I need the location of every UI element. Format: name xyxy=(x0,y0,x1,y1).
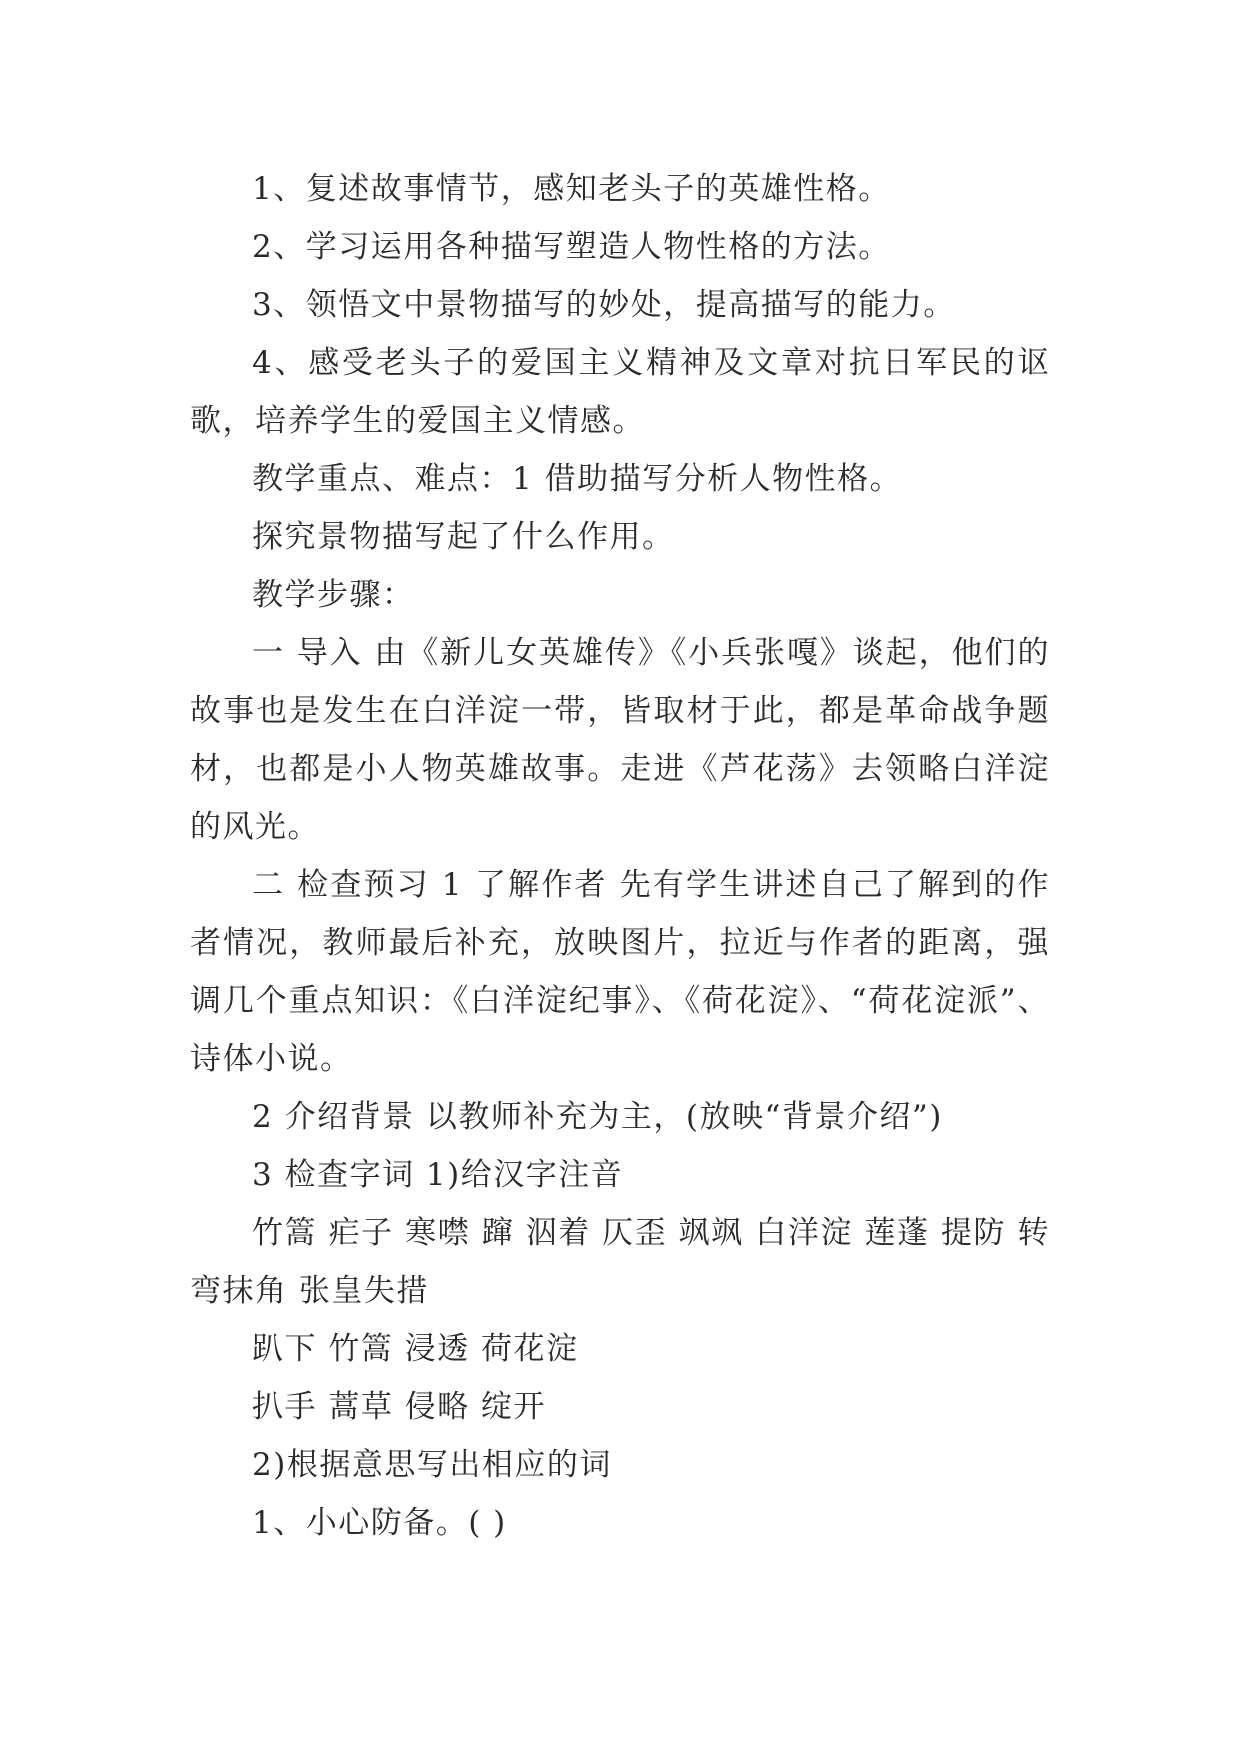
step-2-background: 2 介绍背景 以教师补充为主，(放映“背景介绍”) xyxy=(252,1099,943,1135)
key-points: 教学重点、难点：1 借助描写分析人物性格。 xyxy=(252,461,903,497)
vocabulary-list-1: 竹篙 疟子 寒噤 蹿 泅着 仄歪 飒飒 白洋淀 莲蓬 提防 转弯抹角 张皇失措 xyxy=(190,1215,1050,1309)
vocabulary-list-3: 扒手 蒿草 侵略 绽开 xyxy=(252,1389,547,1425)
step-2-vocabulary: 3 检查字词 1)给汉字注音 xyxy=(252,1157,624,1193)
teaching-steps-heading: 教学步骤： xyxy=(252,577,415,613)
objective-3: 3、领悟文中景物描写的妙处，提高描写的能力。 xyxy=(252,287,956,323)
write-words-heading: 2)根据意思写出相应的词 xyxy=(252,1447,612,1483)
vocabulary-list-2: 趴下 竹篙 浸透 荷花淀 xyxy=(252,1331,579,1367)
step-1-intro: 一 导入 由《新儿女英雄传》《小兵张嘎》谈起，他们的故事也是发生在白洋淀一带，皆取材于此，都是革命战争题材，也都是小人物英雄故事。走进《芦花荡》去领略白洋淀的风光。 xyxy=(190,635,1050,845)
objective-1: 1、复述故事情节，感知老头子的英雄性格。 xyxy=(252,171,891,207)
document-body xyxy=(190,160,1050,1552)
step-2-preview: 二 检查预习 1 了解作者 先有学生讲述自己了解到的作者情况，教师最后补充，放映图片，拉近与作者的距离，强调几个重点知识：《白洋淀纪事》、《荷花淀》、“荷花淀派”、诗体小说。 xyxy=(190,867,1050,1077)
objective-2: 2、学习运用各种描写塑造人物性格的方法。 xyxy=(252,229,891,265)
write-words-item-1: 1、小心防备。( ) xyxy=(252,1505,507,1541)
key-points-2: 探究景物描写起了什么作用。 xyxy=(252,519,675,555)
objective-4: 4、感受老头子的爱国主义精神及文章对抗日军民的讴歌，培养学生的爱国主义情感。 xyxy=(190,345,1050,439)
